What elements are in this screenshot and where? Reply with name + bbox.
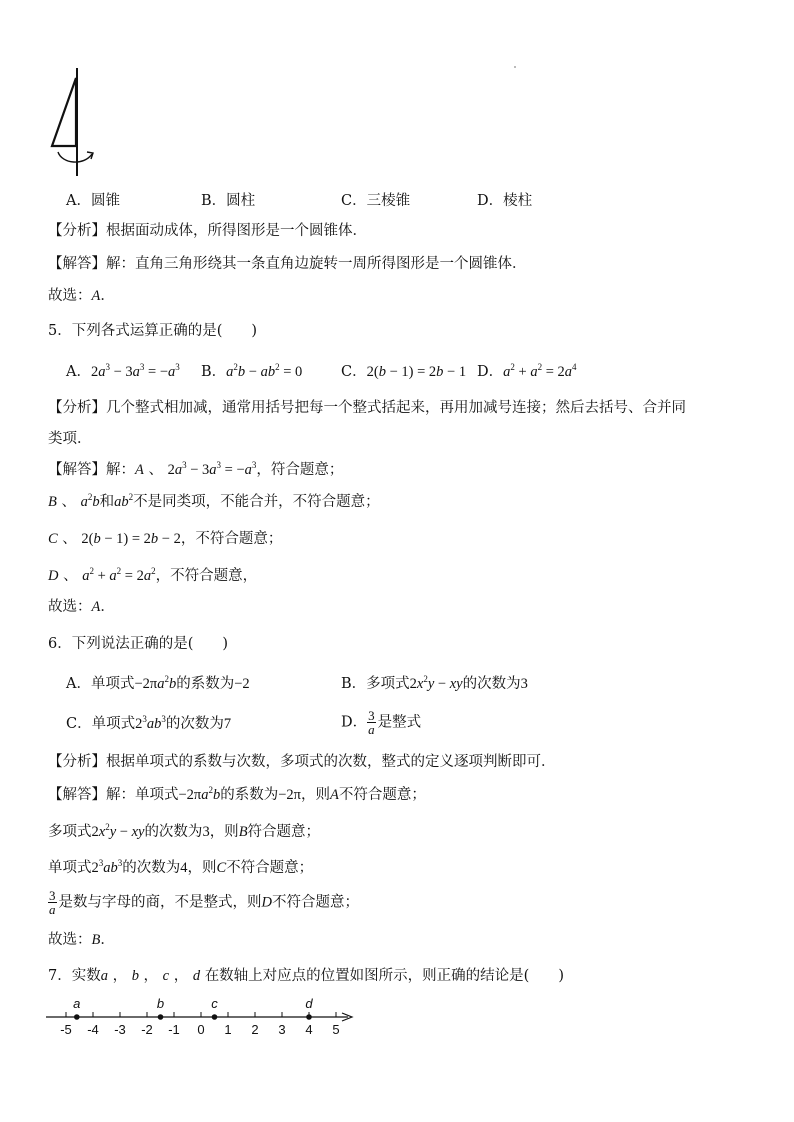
tick-label: -3 xyxy=(114,1022,126,1037)
q5-option-d: D．$a^2 + a^2 = 2a^4$ xyxy=(477,362,577,380)
q4-analysis: 【分析】根据面动成体，所得图形是一个圆锥体． xyxy=(48,223,367,239)
q5-answer-d: D 、 $a^2 + a^2 = 2a^2$，不符合题意， xyxy=(48,566,258,584)
q4-choice: 故选：A． xyxy=(48,288,115,304)
rotation-arrow-icon xyxy=(58,152,92,162)
q6-option-c: C．单项式$2^3ab^3$的次数为7 xyxy=(66,714,232,732)
tick-label: 2 xyxy=(251,1022,259,1037)
q5-answer-c: C 、 2(b − 1) = 2b − 2，不符合题意； xyxy=(48,531,283,547)
q6-option-b: B．多项式$2x^2y$ − xy的次数为3 xyxy=(341,674,528,692)
tick-label: 1 xyxy=(224,1022,232,1037)
tick-label: 3 xyxy=(278,1022,286,1037)
q5-option-c: C．2(b − 1) = 2b − 1 xyxy=(341,364,467,380)
tick-label: -5 xyxy=(60,1022,72,1037)
point-label-d: d xyxy=(305,996,313,1011)
rotation-figure xyxy=(46,66,102,178)
q5-option-a: A．$2a^3 - 3a^3 = -a^3$ xyxy=(66,362,180,380)
q4-option-a: A．圆锥 xyxy=(66,193,120,209)
tick-label: -4 xyxy=(87,1022,99,1037)
right-triangle xyxy=(52,78,76,146)
q5-analysis-line1: 【分析】几个整式相加减，通常用括号把每一个整式括起来，再用加减号连接；然后去括号、合并同 xyxy=(48,400,686,416)
q7-stem: 7．实数a ， b ， c ， d 在数轴上对应点的位置如图所示，则正确的结论是( ) xyxy=(48,968,564,984)
q5-stem: 5．下列各式运算正确的是( ) xyxy=(48,323,258,339)
q4-option-c: C．三棱锥 xyxy=(341,193,411,209)
q5-answer-a: 【解答】解：A 、 $2a^3 - 3a^3 = -a^3$，符合题意； xyxy=(48,460,344,478)
q6-answer-4: $\frac{3}{a}$ 是数与字母的商，不是整式，则D不符合题意； xyxy=(49,888,359,917)
q4-answer: 【解答】解：直角三角形绕其一条直角边旋转一周所得图形是一个圆锥体． xyxy=(48,256,527,272)
tick-label: 4 xyxy=(305,1022,313,1037)
point-label-b: b xyxy=(156,996,165,1011)
q5-option-b: B．$a^2b - ab^2 = 0$ xyxy=(201,362,303,380)
number-line xyxy=(40,990,370,1042)
q5-analysis-line2: 类项． xyxy=(48,431,92,447)
q6-stem: 6．下列说法正确的是( ) xyxy=(48,636,229,652)
tick-label: 0 xyxy=(197,1022,205,1037)
point-c xyxy=(212,1014,218,1020)
q6-analysis: 【分析】根据单项式的系数与次数，多项式的次数，整式的定义逐项判断即可． xyxy=(48,754,556,770)
q6-answer-3: 单项式$2^3ab^3$的次数为4，则C不符合题意； xyxy=(48,858,314,876)
point-b xyxy=(158,1014,164,1020)
fraction-3-over-a: $\frac{3}{a}$ xyxy=(49,888,56,917)
q6-option-a: A．单项式$-2\pi a^2b$的系数为−2 xyxy=(66,674,250,692)
q5-answer-b: B 、 $a^2b$和$ab^2$不是同类项，不能合并，不符合题意； xyxy=(48,492,380,510)
point-d xyxy=(306,1014,312,1020)
point-label-a: a xyxy=(73,996,81,1011)
q5-choice: 故选：A． xyxy=(48,599,115,615)
q6-answer-2: 多项式$2x^2y$ − xy的次数为3，则B符合题意； xyxy=(48,822,321,840)
q6-answer-1: 【解答】解：单项式$-2\pi a^2b$的系数为−2π，则A不符合题意； xyxy=(48,785,426,803)
point-label-c: c xyxy=(211,996,218,1011)
fraction-3-over-a: $\frac{3}{a}$ xyxy=(368,708,375,737)
scan-speck xyxy=(514,66,516,68)
q6-option-d: D． $\frac{3}{a}$ 是整式 xyxy=(341,708,422,737)
q4-option-d: D．棱柱 xyxy=(477,193,533,209)
q4-option-b: B．圆柱 xyxy=(201,193,256,209)
q6-choice: 故选：B． xyxy=(48,932,115,948)
point-a xyxy=(74,1014,80,1020)
tick-label: -1 xyxy=(168,1022,180,1037)
tick-label: 5 xyxy=(332,1022,340,1037)
tick-label: -2 xyxy=(141,1022,153,1037)
